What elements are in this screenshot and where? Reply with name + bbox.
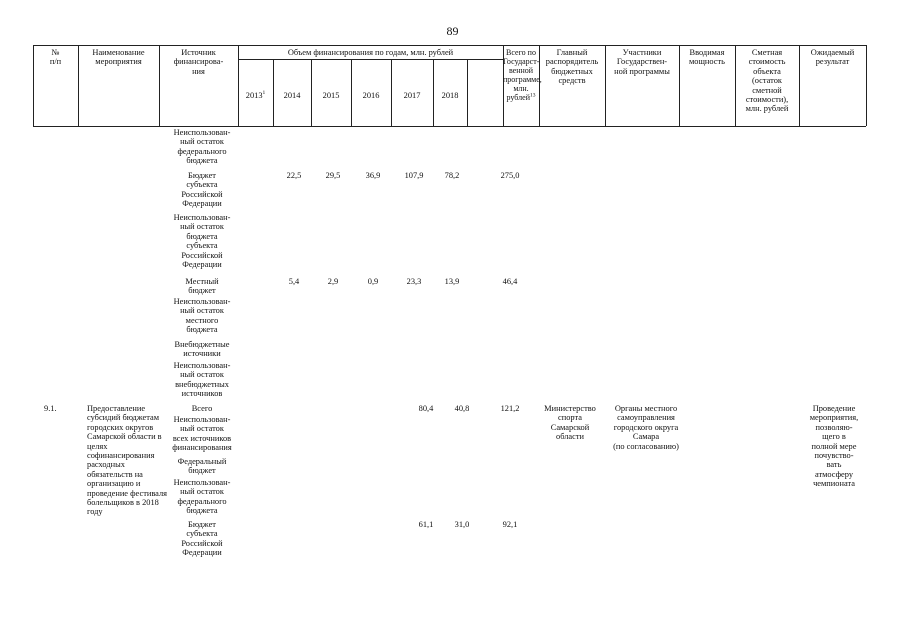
page-number: 89 (446, 24, 459, 38)
table-header (33, 45, 866, 126)
value-local-2017: 23,3 (406, 277, 422, 286)
value-local-2016: 0,9 (367, 277, 379, 286)
header-source: Источник финансирова- ния (173, 48, 224, 76)
item-name: Предоставление субсидий бюджетам городских округов Самарской области в целях софинансирования расходных обязательств на организацию и проведение фестиваля болельщиков в 2018 году (87, 404, 168, 517)
value-subject-2014: 22,5 (286, 171, 302, 180)
value-local-total: 46,4 (502, 277, 518, 286)
header-no: № п/п (49, 48, 62, 67)
source-unused-federal: Неиспользован- ный остаток федерального бюджета (173, 128, 231, 166)
value-subject-2018: 78,2 (444, 171, 460, 180)
value-local-2015: 2,9 (327, 277, 339, 286)
source-unused-extrabudget: Неиспользован- ный остаток внебюджетных источников (173, 361, 231, 399)
source-subject-budget: Бюджет субъекта Российской Федерации (181, 171, 223, 209)
header-participants: Участники Государствен- ной программы (614, 48, 670, 76)
item-total-2018: 40,8 (454, 404, 470, 413)
item-source-total: Всего (191, 404, 213, 413)
header-year-2017: 2017 (403, 91, 421, 100)
item-subject-2017: 61,1 (418, 520, 434, 529)
value-subject-2016: 36,9 (365, 171, 381, 180)
header-result: Ожидаемый результат (810, 48, 855, 67)
value-local-2018: 13,9 (444, 277, 460, 286)
header-year-2013: 2013$^1$ (245, 90, 266, 100)
item-source-federal: Федеральный бюджет (177, 457, 227, 476)
source-unused-subject: Неиспользован- ный остаток бюджета субъекта Российской Федерации (173, 213, 231, 270)
item-source-unused-federal: Неиспользован- ный остаток федерального бюджета (173, 478, 231, 516)
value-subject-total: 275,0 (500, 171, 520, 180)
source-unused-local: Неиспользован- ный остаток местного бюджета (173, 297, 231, 335)
item-total-total: 121,2 (500, 404, 520, 413)
header-capacity: Вводимая мощность (688, 48, 725, 67)
header-year-2014: 2014 (283, 91, 301, 100)
header-name: Наименование мероприятия (92, 48, 145, 67)
item-subject-2018: 31,0 (454, 520, 470, 529)
source-local-budget: Местный бюджет (185, 277, 219, 296)
item-source-subject: Бюджет субъекта Российской Федерации (181, 520, 223, 558)
header-year-2015: 2015 (322, 91, 340, 100)
item-participants: Органы местного самоуправления городского округа Самара (по согласованию) (613, 404, 679, 451)
value-local-2014: 5,4 (288, 277, 300, 286)
header-total: Всего по Государст- венной программе, млн. рублей$^{13}$ (503, 48, 542, 102)
source-extrabudget: Внебюджетные источники (174, 340, 230, 359)
item-result: Проведение мероприятия, позволяю- щего в полной мере почувство- вать атмосферу чемпионата (809, 404, 859, 489)
header-volume: Объем финансирования по годам, млн. рублей (287, 48, 454, 57)
item-source-unused-all: Неиспользован- ный остаток всех источников финансирования (172, 415, 232, 453)
value-subject-2017: 107,9 (404, 171, 424, 180)
item-subject-total: 92,1 (502, 520, 518, 529)
item-manager: Министерство спорта Самарской области (544, 404, 596, 442)
item-total-2017: 80,4 (418, 404, 434, 413)
item-number: 9.1. (44, 404, 57, 413)
header-manager: Главный распорядитель бюджетных средств (545, 48, 599, 86)
header-year-2018: 2018 (441, 91, 459, 100)
header-year-2016: 2016 (362, 91, 380, 100)
header-cost: Сметная стоимость объекта (остаток сметной стоимости), млн. рублей (745, 48, 789, 114)
value-subject-2015: 29,5 (325, 171, 341, 180)
